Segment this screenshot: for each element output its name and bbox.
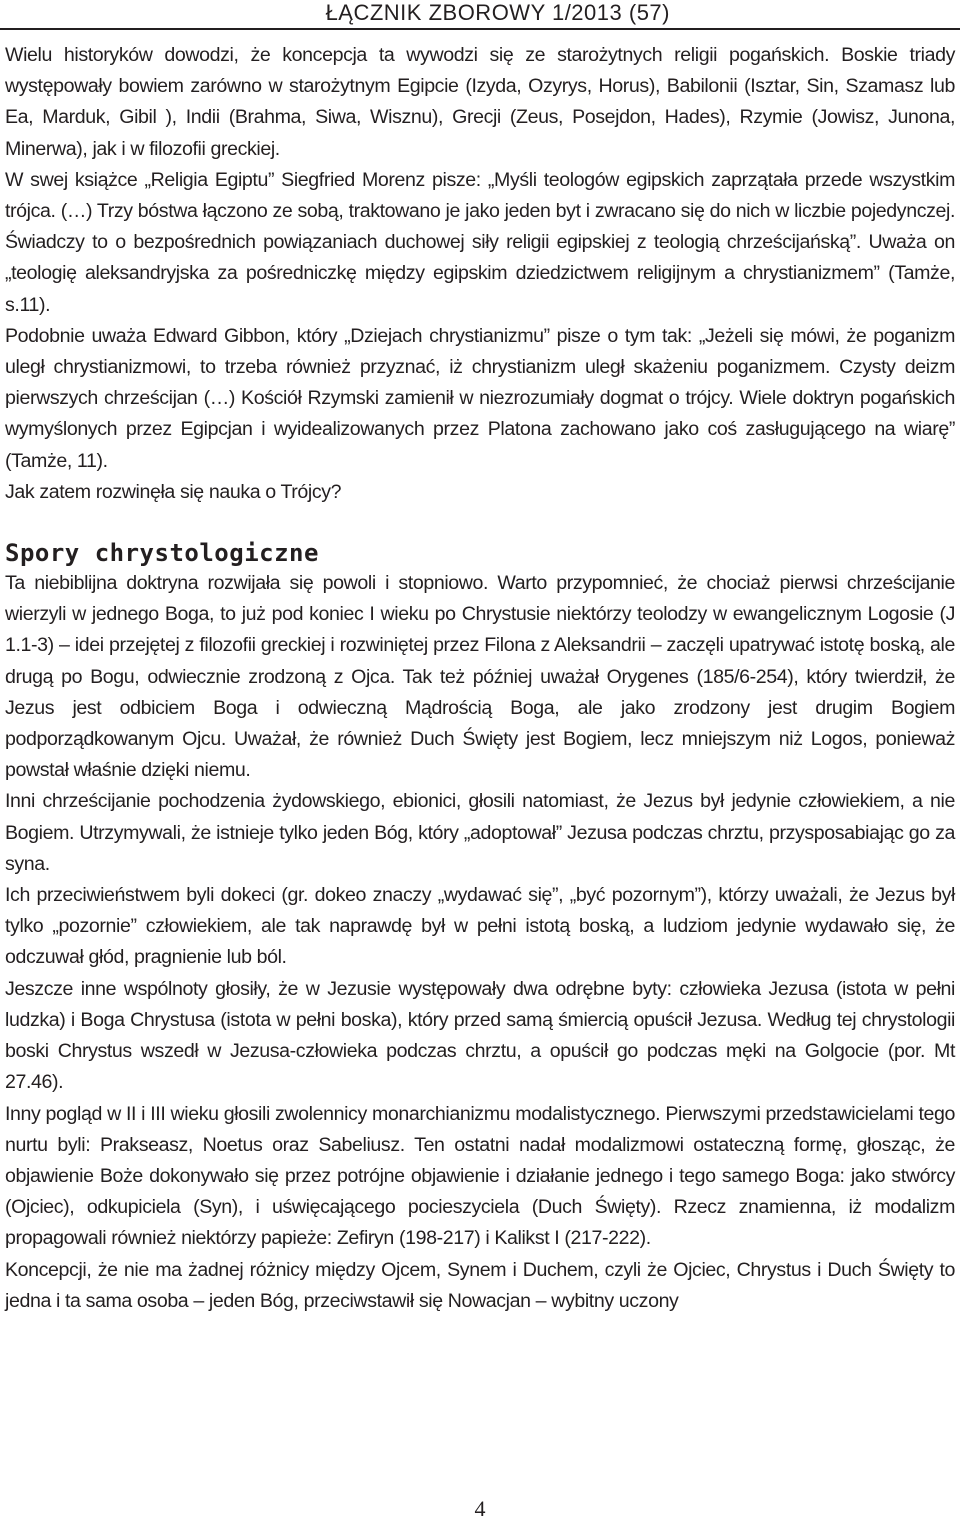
paragraph-two-beings: Jeszcze inne wspólnoty głosiły, że w Jezusie występowały dwa odrębne byty: człowieka Jezusa (istota w pełni ludzka) i Boga Chrystusa (istota w pełni boska), który przed samą śmiercią opuścił Jezusa. Według tej chrystologii boski Chrystus wszedł w Jezusa-człowieka podczas chrztu, a opuścił go podczas męki na Golgocie (por. Mt 27.46). bbox=[5, 977, 955, 1094]
page-number: 4 bbox=[474, 1496, 486, 1521]
running-header: ŁĄCZNIK ZBOROWY 1/2013 (57) bbox=[325, 0, 670, 25]
paragraph-logos: Ta niebiblijna doktryna rozwijała się powoli i stopniowo. Warto przypomnieć, że chociaż pierwsi chrześcijanie wierzyli w jednego Boga, to już pod koniec I wieku po Chrystusie niektórzy teolodzy w ewangelicznym Logosie (J 1.1-3) – idei przejętej z filozofii greckiej i rozwiniętej przez Filona z Aleksandrii – zaczęli upatrywać istotę boską, ale drugą po Bogu, odwiecznie zrodzoną z Ojca. Tak też później uważał Orygenes (185/6-254), który twierdził, że Jezus jest odbiciem Boga i odwieczną Mądrością Boga, ale jako zrodzony jest drugim Bogiem podporządkowanym Ojcu. Uważał, że również Duch Święty jest Bogiem, lecz mniejszym niż Logos, ponieważ powstał właśnie dzięki niemu. bbox=[5, 572, 955, 782]
article-body bbox=[5, 40, 955, 1317]
paragraph-question: Jak zatem rozwinęła się nauka o Trójcy? bbox=[5, 480, 342, 503]
paragraph-docetists: Ich przeciwieństwem byli dokeci (gr. dokeo znaczy „wydawać się”, „być pozornym”), którzy uważali, że Jezus był tylko „pozornie” człowiekiem, ale tak naprawdę był w pełni istotą boską, a ludziom jedynie wydawało się, że odczuwał głód, pragnienie lub ból. bbox=[5, 884, 955, 969]
paragraph-triads: Wielu historyków dowodzi, że koncepcja ta wywodzi się ze starożytnych religii pogańskich. Boskie triady występowały bowiem zarówno w starożytnym Egipcie (Izyda, Ozyrys, Horus), Babilonii (Isztar, Sin, Szamasz lub Ea, Marduk, Gibil ), Indii (Brahma, Siwa, Wisznu), Grecji (Zeus, Posejdon, Hades), Rzymie (Jowisz, Junona, Minerwa), jak i w filozofii greckiej. bbox=[5, 44, 955, 160]
header-rule bbox=[0, 28, 960, 30]
paragraph-gibbon: Podobnie uważa Edward Gibbon, który „Dziejach chrystianizmu” pisze o tym tak: „Jeżeli się mówi, że poganizm uległ chrystianizmowi, to trzeba również przyznać, iż chrystianizm uległ skażeniu poganizmem. Czysty deizm pierwszych chrześcijan (…) Kościół Rzymski zamienił w niezrozumiały dogmat o trójcy. Wiele doktryn pogańskich wymyślonych przez Egipcjan i wyidealizowanych przez Platona zachowano jako coś zasługującego na wiarę” (Tamże, 11). bbox=[5, 324, 955, 472]
section-heading: Spory chrystologiczne bbox=[5, 539, 319, 568]
paragraph-novatian: Koncepcji, że nie ma żadnej różnicy między Ojcem, Synem i Duchem, czyli że Ojciec, Chrystus i Duch Święty to jedna i ta sama osoba – jeden Bóg, przeciwstawił się Nowacjan – wybitny uczony bbox=[5, 1258, 955, 1312]
paragraph-monarchianism: Inny pogląd w II i III wieku głosili zwolennicy monarchianizmu modalistycznego. Pierwszymi przedstawicielami tego nurtu byli: Prakseasz, Noetus oraz Sabeliusz. Ten ostatni nadał modalizmowi ostateczną formę, głosząc, że objawienie Boże dokonywało się przez potrójne objawienie i działanie jednego i tego samego Boga: jako stwórcy (Ojciec), odkupiciela (Syn), i uświęcającego pocieszyciela (Duch Święty). Rzecz znamienna, iż modalizm propagowali również niektórzy papieże: Zefiryn (198-217) i Kalikst I (217-222). bbox=[5, 1102, 955, 1250]
paragraph-ebionites: Inni chrześcijanie pochodzenia żydowskiego, ebionici, głosili natomiast, że Jezus był jedynie człowiekiem, a nie Bogiem. Utrzymywali, że istnieje tylko jeden Bóg, który „adoptował” Jezusa podczas chrztu, przysposabiając go za syna. bbox=[5, 790, 955, 875]
paragraph-morenz: W swej książce „Religia Egiptu” Siegfried Morenz pisze: „Myśli teologów egipskich zaprzątała przede wszystkim trójca. (…) Trzy bóstwa łączono ze sobą, traktowano je jako jeden byt i zwracano się do nich w liczbie pojedynczej. Świadczy to o bezpośrednich powiązaniach duchowej siły religii egipskiej z teologią chrześcijańską”. Uważa on „teologię aleksandryjska za pośredniczkę między egipskim dziedzictwem religijnym a chrystianizmem” (Tamże, s.11). bbox=[5, 168, 955, 316]
